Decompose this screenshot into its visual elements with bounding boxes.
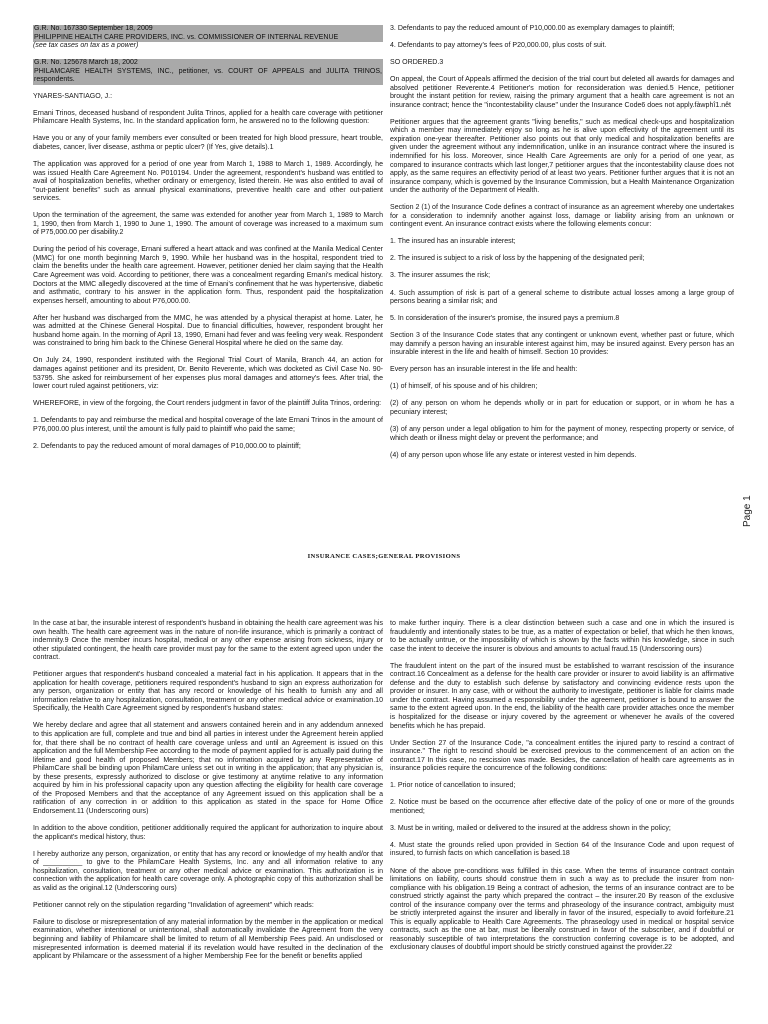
paragraph: Section 3 of the Insurance Code states that any contingent or unknown event, whether past or future, which may damnify a person having an insurable interest against him, may be insured against. Every person has an insurable interest in the life and health of himself. Section 10 provides: xyxy=(390,332,734,357)
paragraph: Upon the termination of the agreement, the same was extended for another year from March 1, 1989 to March 1, 1990, then from March 1, 1990 to June 1, 1990. The amount of coverage was increased to a maximum sum of P75,000.00 per disability.2 xyxy=(33,212,383,237)
paragraph: 2. Defendants to pay the reduced amount of moral damages of P10,000.00 to plaintiff; xyxy=(33,442,301,450)
paragraph: (4) of any person upon whose life any estate or interest vested in him depends. xyxy=(390,451,637,459)
paragraph: The fraudulent intent on the part of the insured must be established to warrant rescission of the insurance contract.16 Concealment as a defense for the health care provider or insurer to avoid liability is an affirmative defense and the duty to establish such defense by satisfactory and convincing evidence rests upon the provider or insurer. In any case, with or without the authority to investigate, petitioner is liable for claims made under the contract. Having assumed a responsibility under the agreement, petitioner is bound to answer the same to the extent agreed upon. In the end, the liability of the health care provider attaches once the member is hospitalized for the disease or injury covered by the agreement or whenever he avails of the covered benefits which he has prepaid. xyxy=(390,662,734,730)
paragraph: 3. The insurer assumes the risk; xyxy=(390,272,491,280)
paragraph: 2. Notice must be based on the occurrence after effective date of the policy of one or more of the grounds mentioned; xyxy=(390,799,734,815)
paragraph: to make further inquiry. There is a clear distinction between such a case and one in which the insured is fraudulently and intentionally states to be true, as a matter of expectation or belief, that which he then knows, to be actually untrue, or the impossibility of which is shown by the facts within his knowledge, since in such case the intent to deceive the insurer is obvious and amounts to actual fraud.15 (Underscoring ours) xyxy=(390,620,734,653)
document-page-2 xyxy=(0,614,768,1024)
paragraph: During the period of his coverage, Ernani suffered a heart attack and was confined at the Manila Medical Center (MMC) for one month beginning March 9, 1990. While her husband was in the hospital, respondent tried to claim the benefits under the health care agreement. However, petitioner denied her claim saying that the Health Care Agreement was void. According to petitioner, there was a concealment regarding Ernani's medical history. Doctors at the MMC allegedly discovered at the time of Ernani's confinement that he was hypertensive, diabetic and asthmatic, contrary to his answer in the application form. Thus, respondent paid the hospitalization expenses herself, amounting to about P76,000.00. xyxy=(33,246,383,305)
paragraph: We hereby declare and agree that all statement and answers contained herein and in any addendum annexed to this application are full, complete and true and bind all parties in interest under the Agreement herein applied for, that there shall be no contract of health care coverage unless and until an Agreement is issued on this application and the full Membership Fee according to the mode of payment applied for is actually paid during the lifetime and good health of proposed Members; that no information acquired by any Representative of PhilamCare shall be binding upon PhilamCare unless set out in writing in the application; that any physician is, by these presents, expressly authorized to disclose or give testimony at anytime relative to any information acquired by him in his professional capacity upon any question affecting the eligibility for health care coverage of the Proposed Members and that the acceptance of any Agreement issued on this application shall be a ratification of any correction in or addition to this application as stated in the space for Home Office Endorsement.11 (Underscoring ours) xyxy=(33,722,383,815)
paragraph: On July 24, 1990, respondent instituted with the Regional Trial Court of Manila, Branch 44, an action for damages against petitioner and its president, Dr. Benito Reverente, which was docketed as Civil Case No. 90-53795. She asked for reimbursement of her expenses plus moral damages and attorney's fees. After trial, the lower court ruled against petitioners, viz: xyxy=(33,357,383,391)
paragraph: 2. The insured is subject to a risk of loss by the happening of the designated peril; xyxy=(390,255,645,263)
paragraph: In addition to the above condition, petitioner additionally required the applicant for authorization to inquire about the applicant's medical history, thus: xyxy=(33,824,383,841)
page2-left-column xyxy=(33,620,383,970)
paragraph: 3. Must be in writing, mailed or delivered to the insured at the address shown in the policy; xyxy=(390,824,671,832)
page1-right-column xyxy=(390,25,734,469)
paragraph: Petitioner argues that the agreement grants "living benefits," such as medical check-ups and hospitalization which a member may immediately enjoy so long as he is alive upon effectivity of the agreement until its expiration one-year thereafter. Petitioner also points out that only medical and hospitalization benefits are given under the agreement without any indemnification, unlike in an insurance contract where the insured is indemnified for his loss. Moreover, since Health Care Agreements are only for a period of one year, as compared to insurance contracts which last longer,7 petitioner argues that the incontestability clause does not apply, as the same requires an effectivity period of at least two years. Petitioner further argues that it is not an insurance company, which is governed by the Insurance Commission, but a Health Maintenance Organization under the authority of the Department of Health. xyxy=(390,118,734,195)
paragraph: (3) of any person under a legal obligation to him for the payment of money, respecting property or service, of which death or illness might delay or prevent the performance; and xyxy=(390,426,734,442)
paragraph: 4. Must state the grounds relied upon provided in Section 64 of the Insurance Code and upon request of insured, to furnish facts on which cancellation is based.18 xyxy=(390,841,734,858)
paragraph: 4. Such assumption of risk is part of a general scheme to distribute actual losses among a large group of persons bearing a similar risk; and xyxy=(390,289,734,306)
paragraph: Petitioner argues that respondent's husband concealed a material fact in his application. It appears that in the application for health coverage, petitioners required respondent's husband to sign an express authorization for any person, organization or entity that has any record or knowledge of his health to furnish any and all information relative to any hospitalization, consultation, treatment or any other medical advice or examination.10 Specifically, the Health Care Agreement signed by respondent's husband states: xyxy=(33,671,383,713)
page-number: Page 1 xyxy=(742,495,753,527)
paragraph: Have you or any of your family members ever consulted or been treated for high blood pressure, heart trouble, diabetes, cancer, liver disease, asthma or peptic ulcer? (If Yes, give details).1 xyxy=(33,135,383,151)
page-footer: INSURANCE CASES;GENERAL PROVISIONS xyxy=(307,553,461,560)
paragraph: Petitioner cannot rely on the stipulation regarding "Invalidation of agreement" which reads: xyxy=(33,901,314,909)
paragraph: The application was approved for a period of one year from March 1, 1988 to March 1, 1989. Accordingly, he was issued Health Care Agreement No. P010194. Under the agreement, respondent's husband was entitled to avail of hospitalization benefits, whether ordinary or emergency, listed therein. He was also entitled to avail of "out-patient benefits" such as annual physical examinations, preventive health care and other out-patient services. xyxy=(33,161,383,203)
paragraph: (1) of himself, of his spouse and of his children; xyxy=(390,383,538,391)
page-separator xyxy=(0,568,768,614)
page2-right-column xyxy=(390,620,734,962)
case-header-167330: G.R. No. 167330 September 18, 2009 xyxy=(33,25,383,34)
case-note: (see tax cases on tax as a power) xyxy=(33,42,139,50)
paragraph: 5. In consideration of the insurer's promise, the insured pays a premium.8 xyxy=(390,315,620,323)
paragraph: 1. The insured has an insurable interest; xyxy=(390,238,516,246)
paragraph: After her husband was discharged from the MMC, he was attended by a physical therapist at home. Later, he was admitted at the Chinese General Hospital. Due to financial difficulties, however, respondent brought her husband home again. In the morning of April 13, 1990, Ernani had fever and was feeling very weak. Respondent was constrained to bring him back to the Chinese General Hospital where he died on the same day. xyxy=(33,314,383,348)
paragraph: None of the above pre-conditions was fulfilled in this case. When the terms of insurance contract contain limitations on liability, courts should construe them in such a way as to preclude the insurer from non-compliance with his obligation.19 Being a contract of adhesion, the terms of an insurance contract are to be construed strictly against the party which prepared the contract – the insurer.20 By reason of the exclusive control of the insurance company over the terms and phraseology of the insurance contract, ambiguity must be strictly interpreted against the insurer and liberally in favor of the insured, especially to avoid forfeiture.21 This is equally applicable to Health Care Agreements. The phraseology used in medical or hospital service contracts, such as the one at bar, must be liberally construed in favor of the subscriber, and if doubtful or reasonably susceptible of two interpretations the construction conferring coverage is to be adopted, and exclusionary clauses of doubtful import should be strictly construed against the provider.22 xyxy=(390,867,734,952)
paragraph: On appeal, the Court of Appeals affirmed the decision of the trial court but deleted all awards for damages and absolved petitioner Reverente.4 Petitioner's motion for reconsideration was denied.5 Hence, petitioner brought the instant petition for review, raising the primary argument that a health care agreement is not an insurance contract; hence the "incontestability clause" under the Insurance Code6 does not apply.fàwphî1.nêt xyxy=(390,76,734,109)
case-title-125678: PHILAMCARE HEALTH SYSTEMS, INC., petitioner, vs. COURT OF APPEALS and JULITA TRINOS, respondents. xyxy=(34,67,382,84)
paragraph: SO ORDERED.3 xyxy=(390,59,444,67)
paragraph: YNARES-SANTIAGO, J.: xyxy=(33,92,113,100)
paragraph: Every person has an insurable interest in the life and health: xyxy=(390,366,578,374)
paragraph: (2) of any person on whom he depends wholly or in part for education or support, or in whom he has a pecuniary interest; xyxy=(390,400,734,416)
paragraph: I hereby authorize any person, organization, or entity that has any record or knowledge of my health and/or that of __________ to give to the PhilamCare Health Systems, Inc. any and all information relative to any hospitalization, consultation, treatment or any other medical advice or examination. This authorization is in connection with the application for health care coverage only. A photographic copy of this authorization shall be as valid as the original.12 (Underscoring ours) xyxy=(33,850,383,892)
paragraph: Ernani Trinos, deceased husband of respondent Julita Trinos, applied for a health care coverage with petitioner Philamcare Health Systems, Inc. In the standard application form, he answered no to the following question: xyxy=(33,109,383,126)
paragraph: 1. Defendants to pay and reimburse the medical and hospital coverage of the late Ernani Trinos in the amount of P76,000.00 plus interest, until the amount is fully paid to plaintiff who paid the same; xyxy=(33,417,383,433)
paragraph: 1. Prior notice of cancellation to insured; xyxy=(390,782,516,790)
paragraph: 3. Defendants to pay the reduced amount of P10,000.00 as exemplary damages to plaintiff; xyxy=(390,25,675,32)
paragraph: Failure to disclose or misrepresentation of any material information by the member in the application or medical examination, whether intentional or unintentional, shall automatically invalidate the Agreement from the very beginning and liability of Philamcare shall be limited to return of all Membership Fees paid. An undisclosed or misrepresented information is deemed material if its revelation would have resulted in the declination of the applicant by Philamcare or the assessment of a higher Membership Fee for the benefit or benefits applied xyxy=(33,918,383,961)
case-header-125678: G.R. No. 125678 March 18, 2002 xyxy=(33,59,383,68)
case-title-167330: PHILIPPINE HEALTH CARE PROVIDERS, INC. vs. COMMISSIONER OF INTERNAL REVENUE xyxy=(33,34,383,43)
paragraph: WHEREFORE, in view of the forgoing, the Court renders judgment in favor of the plaintiff Julita Trinos, ordering: xyxy=(33,400,382,408)
paragraph: In the case at bar, the insurable interest of respondent's husband in obtaining the health care agreement was his own health. The health care agreement was in the nature of non-life insurance, which is primarily a contract of indemnity.9 Once the member incurs hospital, medical or any other expense arising from sickness, injury or other stipulated contingent, the health care provider must pay for the same to the extent agreed upon under the contract. xyxy=(33,620,384,662)
paragraph: Under Section 27 of the Insurance Code, "a concealment entitles the injured party to rescind a contract of insurance." The right to rescind should be exercised previous to the commencement of an action on the contract.17 In this case, no rescission was made. Besides, the cancellation of health care agreements as in insurance policies require the concurrence of the following conditions: xyxy=(390,739,734,773)
paragraph: Section 2 (1) of the Insurance Code defines a contract of insurance as an agreement whereby one undertakes for a consideration to indemnify another against loss, damage or liability arising from an unknown or contingent event. An insurance contract exists where the following elements concur: xyxy=(390,204,734,229)
page1-left-column xyxy=(33,25,383,460)
paragraph: 4. Defendants to pay attorney's fees of P20,000.00, plus costs of suit. xyxy=(390,42,607,50)
